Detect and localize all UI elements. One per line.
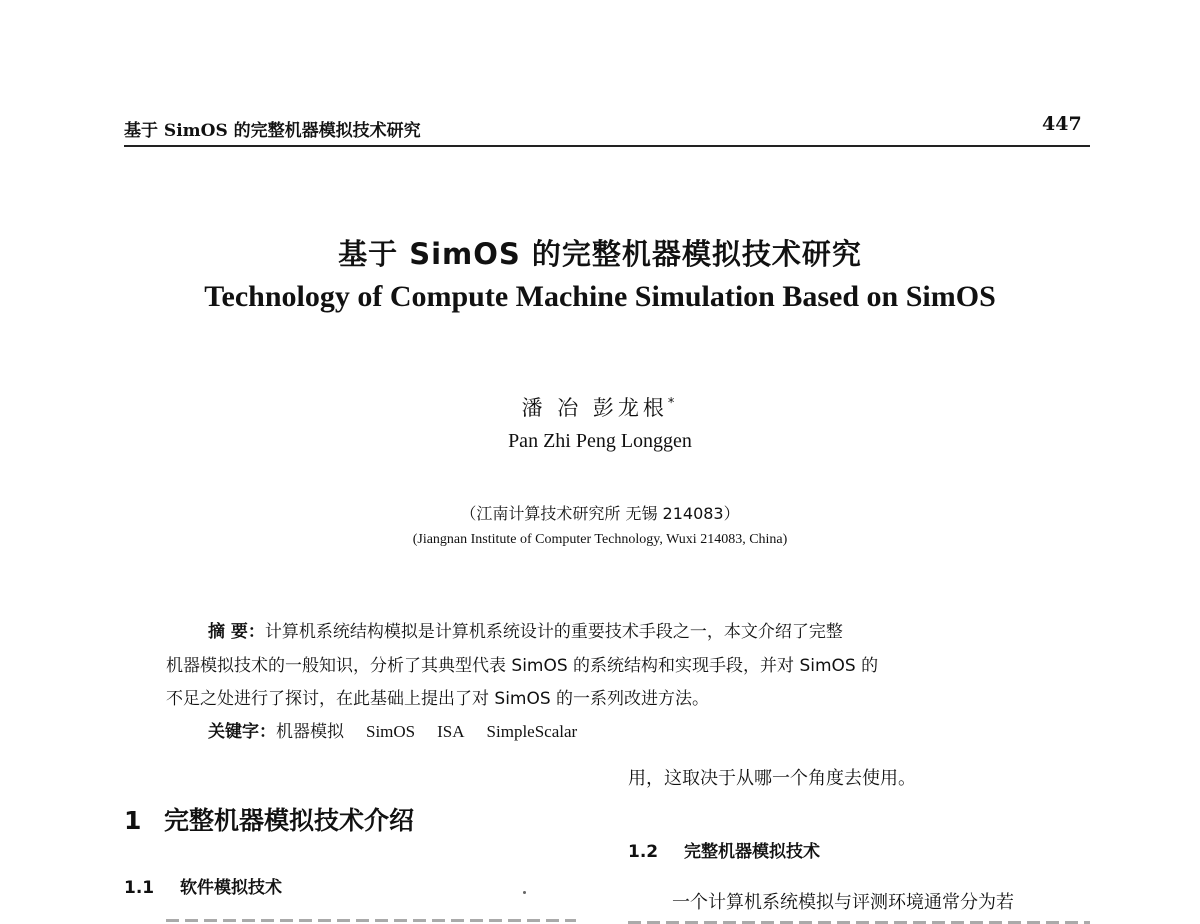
- section-1-heading: [124, 801, 414, 837]
- subsection-title: 完整机器模拟技术: [684, 842, 820, 862]
- body-text-right-1: 用，这取决于从哪一个角度去使用。: [628, 768, 916, 789]
- cut-off-text-left: [166, 912, 576, 924]
- affiliation-chinese: （江南计算技术研究所 无锡 214083）: [460, 504, 740, 523]
- keyword: SimOS: [366, 722, 416, 741]
- keyword: SimpleScalar: [486, 722, 578, 741]
- subsection-1-1-heading: [124, 873, 282, 898]
- corresponding-mark: *: [667, 396, 679, 411]
- body-text-right-2: 一个计算机系统模拟与评测环境通常分为若: [672, 892, 1014, 913]
- abstract-line-3: 不足之处进行了探讨，在此基础上提出了对 SimOS 的一系列改进方法。: [166, 689, 710, 709]
- authors-chinese: [0, 392, 1200, 422]
- subsection-number: 1.1: [124, 878, 155, 898]
- abstract-line-1: [208, 622, 843, 642]
- running-title: 基于 SimOS 的完整机器模拟技术研究: [124, 121, 421, 141]
- authors-chinese-names: 潘 冶 彭龙根: [521, 396, 668, 420]
- title-chinese: 基于 SimOS 的完整机器模拟技术研究: [338, 237, 862, 271]
- cut-off-text-right: [628, 914, 1090, 924]
- keywords: [208, 722, 599, 742]
- abstract-text-1: 计算机系统结构模拟是计算机系统设计的重要技术手段之一，本文介绍了完整: [264, 622, 843, 642]
- page-number: 447: [1042, 113, 1082, 135]
- header-rule: [124, 145, 1090, 147]
- affiliation-english: (Jiangnan Institute of Computer Technology, Wuxi 214083, China): [412, 532, 788, 547]
- scan-speck: [523, 891, 526, 894]
- subsection-title: 软件模拟技术: [180, 878, 282, 898]
- abstract-line-2: 机器模拟技术的一般知识，分析了其典型代表 SimOS 的系统结构和实现手段，并对 SimOS 的: [166, 656, 879, 676]
- subsection-1-2-heading: [628, 837, 820, 862]
- section-title: 完整机器模拟技术介绍: [164, 806, 415, 835]
- authors-english: Pan Zhi Peng Longgen: [508, 430, 692, 452]
- keyword: ISA: [437, 722, 465, 741]
- title-english: Technology of Compute Machine Simulation Based on SimOS: [204, 280, 996, 313]
- abstract-label: 摘 要：: [208, 622, 265, 642]
- section-number: 1: [124, 806, 142, 835]
- keyword: 机器模拟: [276, 722, 344, 741]
- subsection-number: 1.2: [628, 842, 659, 862]
- keywords-label: 关键字：: [208, 722, 276, 742]
